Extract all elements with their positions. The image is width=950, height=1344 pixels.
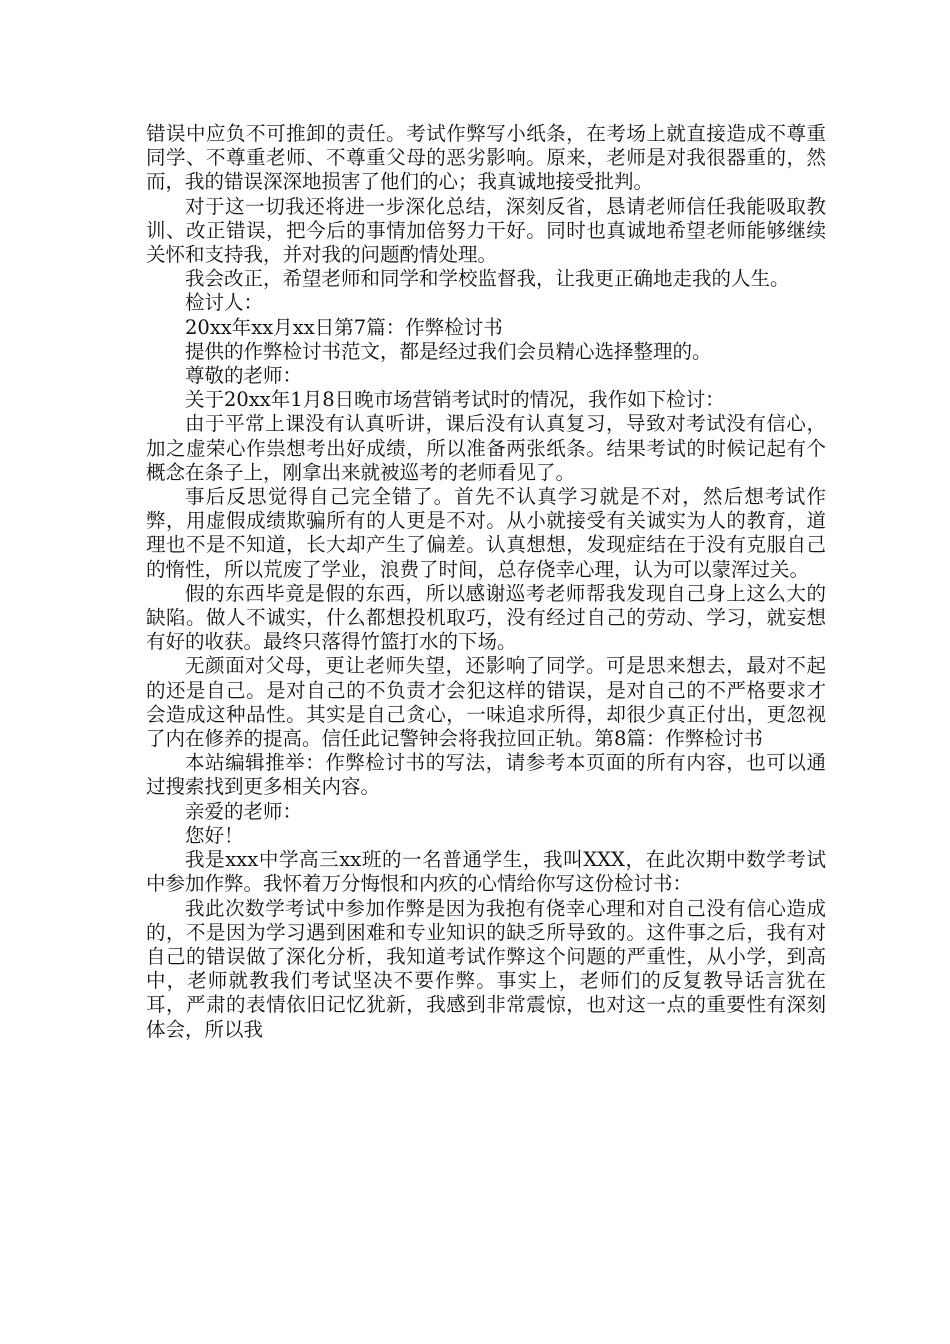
paragraph: 对于这一切我还将进一步深化总结，深刻反省，恳请老师信任我能吸取教训、改正错误，把今后的事情加倍努力干好。同时也真诚地希望老师能够继续关怀和支持我，并对我的问题酌情处理。: [146, 194, 826, 267]
paragraph: 我会改正，希望老师和同学和学校监督我，让我更正确地走我的人生。: [185, 267, 790, 291]
paragraph: 本站编辑推举：作弊检讨书的写法，请参考本页面的所有内容，也可以通过搜索找到更多相关内容。: [146, 751, 826, 799]
paragraph: 由于平常上课没有认真听讲，课后没有认真复习，导致对考试没有信心，加之虚荣心作祟想考出好成绩，所以准备两张纸条。结果考试的时候记起有个概念在条子上，刚拿出来就被巡考的老师看见了。: [146, 412, 826, 484]
greeting: 您好！: [185, 823, 244, 847]
salutation: 尊敬的老师：: [185, 364, 303, 388]
paragraph: 无颜面对父母，更让老师失望，还影响了同学。可是思来想去，最对不起的还是自己。是对自己的不负责才会犯这样的错误，是对自己的不严格要求才会造成这种品性。其实是自己贪心，一味追求所得，却很少真正付出，更忽视了内在修养的提高。信任此记警钟会将我拉回正轨。第8篇：作弊检讨书: [146, 654, 826, 751]
salutation: 亲爱的老师：: [185, 799, 303, 823]
paragraph: 我是xxx中学高三xx班的一名普通学生，我叫XXX，在此次期中数学考试中参加作弊。我怀着万分悔恨和内疚的心情给你写这份检讨书：: [146, 848, 826, 896]
paragraph: 提供的作弊检讨书范文，都是经过我们会员精心选择整理的。: [185, 339, 712, 363]
document-body: [146, 122, 826, 1042]
date-and-section-heading: 20xx年xx月xx日第7篇：作弊检讨书: [185, 315, 503, 339]
paragraph: 假的东西毕竟是假的东西，所以感谢巡考老师帮我发现自己身上这么大的缺陷。做人不诚实，什么都想投机取巧，没有经过自己的劳动、学习，就妄想有好的收获。最终只落得竹篮打水的下场。: [146, 581, 826, 654]
paragraph: 事后反思觉得自己完全错了。首先不认真学习就是不对，然后想考试作弊，用虚假成绩欺骗所有的人更是不对。从小就接受有关诚实为人的教育，道理也不是不知道，长大却产生了偏差。认真想想，发现症结在于没有克服自己的惰性，所以荒废了学业，浪费了时间，总存侥幸心理，认为可以蒙浑过关。: [146, 485, 826, 581]
paragraph-continued: 错误中应负不可推卸的责任。考试作弊写小纸条，在考场上就直接造成不尊重同学、不尊重老师、不尊重父母的恶劣影响。原来，老师是对我很器重的，然而，我的错误深深地损害了他们的心；我真诚地接受批判。: [146, 122, 826, 194]
paragraph: 关于20xx年1月8日晚市场营销考试时的情况，我作如下检讨：: [185, 388, 725, 412]
paragraph: 我此次数学考试中参加作弊是因为我抱有侥幸心理和对自己没有信心造成的，不是因为学习遇到困难和专业知识的缺乏所导致的。这件事之后，我有对自己的错误做了深化分析，我知道考试作弊这个问题的严重性，从小学，到高中，老师就教我们考试坚决不要作弊。事实上，老师们的反复教导话言犹在耳，严肃的表情依旧记忆犹新，我感到非常震惊，也对这一点的重要性有深刻体会，所以我: [146, 896, 826, 1041]
signature-line: 检讨人：: [185, 291, 264, 315]
